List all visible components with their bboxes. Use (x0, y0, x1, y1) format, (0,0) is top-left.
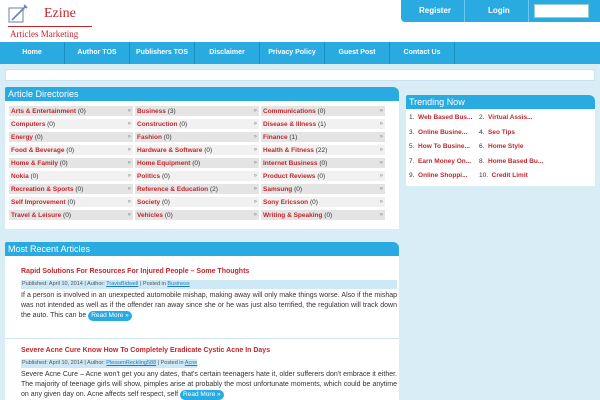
directory-item[interactable] (135, 210, 259, 221)
login-link[interactable]: Login (488, 6, 510, 15)
directory-count: (0) (319, 160, 328, 167)
chevron-right-icon: » (253, 199, 257, 205)
article-excerpt (21, 291, 397, 321)
topbar-divider (528, 0, 529, 22)
trending-link[interactable]: How To Busine... (418, 143, 470, 150)
chevron-right-icon: » (253, 147, 257, 153)
article-posted-in: | Posted in (139, 281, 166, 287)
chevron-right-icon: » (253, 173, 257, 179)
article-posted-in: | Posted in (157, 360, 184, 366)
directory-item[interactable] (135, 145, 259, 156)
article-excerpt-text: Severe Acne Cure – Acne won't get you any dates, that's certain teenagers hate it, older sufferers don't embrace it either. The majority of teenage girls will show, pimples arise at probably the most unfortunate moments, which could be anytime on any given day on. Acne affects self respect, self (21, 371, 397, 398)
article-category-link[interactable]: Business (167, 281, 190, 287)
directory-name[interactable]: Writing & Speaking (263, 212, 323, 219)
nav-contact-us[interactable]: Contact Us (403, 49, 441, 56)
chevron-right-icon: » (127, 160, 131, 166)
directory-count: (0) (317, 173, 326, 180)
chevron-right-icon: » (379, 147, 383, 153)
trending-rank: 5. (409, 143, 415, 150)
nav-publishers-tos[interactable]: Publishers TOS (136, 49, 188, 56)
article-title[interactable]: Rapid Solutions For Resources For Injured People – Some Thoughts (21, 268, 250, 275)
directory-count: (3) (167, 108, 176, 115)
trending-link[interactable]: Seo Tips (488, 128, 516, 136)
directory-count: (1) (317, 121, 326, 128)
chevron-right-icon: » (379, 186, 383, 192)
nav-privacy-policy[interactable]: Privacy Policy (268, 49, 316, 56)
trending-item (479, 114, 532, 121)
directory-item[interactable] (135, 132, 259, 143)
logo-title: Ezine (44, 6, 76, 21)
directory-name[interactable]: Business (137, 108, 166, 115)
directory-item[interactable] (9, 184, 133, 195)
directory-count: (0) (161, 173, 170, 180)
directory-name[interactable]: Communications (263, 108, 316, 115)
chevron-right-icon: » (127, 173, 131, 179)
directory-name[interactable]: Politics (137, 173, 161, 180)
trending-heading: Trending Now (406, 95, 595, 109)
article-meta (21, 280, 397, 289)
trending-rank: 3. (409, 128, 415, 136)
directory-item[interactable] (9, 210, 133, 221)
directory-name[interactable]: Nokia (11, 173, 29, 180)
directory-count: (0) (294, 186, 303, 193)
directory-count: (0) (317, 108, 326, 115)
chevron-right-icon: » (127, 199, 131, 205)
chevron-right-icon: » (379, 134, 383, 140)
site-header (0, 0, 600, 42)
trending-link[interactable]: Online Shoppi... (418, 172, 468, 179)
directory-item[interactable] (261, 158, 385, 169)
directory-count: (0) (324, 212, 333, 219)
directory-count: (22) (315, 147, 328, 154)
chevron-right-icon: » (127, 186, 131, 192)
trending-item (479, 143, 523, 150)
trending-rank: 7. (409, 157, 415, 165)
directory-count: (2) (209, 186, 218, 193)
chevron-right-icon: » (253, 134, 257, 140)
read-more-button[interactable]: Read More » (88, 311, 132, 321)
chevron-right-icon: » (253, 212, 257, 218)
directory-name[interactable]: Arts & Entertainment (11, 108, 77, 115)
directory-item[interactable] (9, 158, 133, 169)
nav-divider (454, 42, 455, 64)
topbar-divider (464, 0, 465, 22)
directory-count: (1) (289, 134, 298, 141)
trending-item (409, 129, 467, 136)
directory-count: (0) (309, 199, 318, 206)
trending-rank: 6. (479, 143, 485, 150)
article-category-link[interactable]: Acne (184, 360, 198, 366)
article-divider (5, 338, 399, 339)
chevron-right-icon: » (379, 108, 383, 114)
directory-name[interactable]: Energy (11, 134, 34, 141)
trending-item (479, 172, 528, 179)
pen-icon (6, 4, 28, 26)
trending-link[interactable]: Earn Money On... (418, 157, 472, 165)
directory-item[interactable] (261, 106, 385, 117)
directory-name[interactable]: Self Improvement (11, 199, 66, 206)
trending-item (479, 158, 543, 165)
directory-item[interactable] (135, 119, 259, 130)
search-input[interactable] (534, 4, 589, 18)
chevron-right-icon: » (127, 108, 131, 114)
register-link[interactable]: Register (419, 6, 452, 15)
directory-count: (0) (163, 134, 172, 141)
article-excerpt-text: If a person is involved in an unexpected automobile mishap, making away will only make things worse. Also if the mishap was not intended as well as if the offender ran away since she or he was just also terrified, the regulation will track down the auto. This can be (21, 292, 397, 319)
directory-count: (0) (179, 121, 188, 128)
chevron-right-icon: » (253, 108, 257, 114)
directory-count: (0) (63, 212, 71, 219)
directory-item[interactable] (261, 145, 385, 156)
directory-name[interactable]: Sony Ericsson (263, 199, 309, 206)
banner-strip (5, 69, 595, 81)
recent-heading: Most Recent Articles (5, 242, 399, 256)
nav-home[interactable]: Home (22, 49, 42, 56)
trending-rank: 8. (479, 157, 485, 165)
article-meta (21, 359, 197, 368)
site-logo[interactable] (4, 2, 92, 40)
directory-name[interactable]: Recreation & Sports (11, 186, 74, 193)
directory-item[interactable] (135, 171, 259, 182)
directory-name[interactable]: Finance (263, 134, 288, 141)
directory-name[interactable]: Health & Fitness (263, 147, 314, 154)
nav-guest-post[interactable]: Guest Post (338, 49, 376, 56)
directory-name[interactable]: Construction (137, 121, 178, 128)
main-nav (0, 42, 600, 64)
trending-link[interactable]: Online Busine... (418, 128, 468, 136)
trending-rank: 1. (409, 114, 415, 121)
directory-item[interactable] (9, 132, 133, 143)
article-date: Published: April 10, 2014 | Author: (22, 360, 105, 366)
trending-rank: 9. (409, 172, 415, 179)
directory-name[interactable]: Vehicles (137, 212, 164, 219)
logo-divider (8, 26, 92, 27)
directory-name[interactable]: Food & Beverage (11, 147, 65, 154)
directory-count: (0) (161, 199, 170, 206)
directory-count: (0) (59, 160, 68, 167)
trending-item (409, 114, 472, 121)
trending-item (409, 172, 468, 179)
directory-count: (0) (34, 134, 43, 141)
trending-link[interactable]: Home Based Bu... (488, 157, 544, 165)
trending-link[interactable]: Credit Limit (491, 172, 528, 179)
directory-item[interactable] (261, 171, 385, 182)
directory-name[interactable]: Home Equipment (137, 160, 191, 167)
directory-count: (0) (30, 173, 39, 180)
chevron-right-icon: » (127, 121, 131, 127)
directory-item[interactable] (261, 210, 385, 221)
chevron-right-icon: » (379, 199, 383, 205)
directory-count: (0) (204, 147, 213, 154)
trending-link[interactable]: Virtual Assis... (488, 114, 533, 121)
directory-item[interactable] (135, 197, 259, 208)
directory-name[interactable]: Fashion (137, 134, 162, 141)
directory-item[interactable] (135, 106, 259, 117)
logo-subtitle: Articles Marketing (10, 29, 79, 39)
trending-rank: 4. (479, 128, 485, 136)
directory-count: (0) (47, 121, 56, 128)
article-title[interactable]: Severe Acne Cure Know How To Completely Eradicate Cystic Acne In Days (21, 347, 271, 354)
trending-item (409, 158, 471, 165)
directory-count: (0) (164, 212, 173, 219)
directory-name[interactable]: Reference & Education (137, 186, 209, 193)
read-more-button[interactable]: Read More » (180, 390, 224, 400)
directory-name[interactable]: Disease & Illness (263, 121, 317, 128)
directory-item[interactable] (9, 119, 133, 130)
nav-disclaimer[interactable]: Disclaimer (209, 49, 245, 56)
trending-rank: 10. (479, 172, 489, 179)
directory-count: (0) (192, 160, 201, 167)
directory-item[interactable] (9, 197, 133, 208)
trending-item (409, 143, 470, 150)
chevron-right-icon: » (379, 121, 383, 127)
article-excerpt (21, 370, 397, 400)
directory-count: (0) (67, 199, 76, 206)
directory-item[interactable] (135, 184, 259, 195)
directory-item[interactable] (261, 184, 385, 195)
directory-item[interactable] (135, 158, 259, 169)
chevron-right-icon: » (127, 147, 131, 153)
nav-author-tos[interactable]: Author TOS (77, 49, 117, 56)
directory-name[interactable]: Computers (11, 121, 46, 128)
directory-item[interactable] (9, 171, 133, 182)
directory-item[interactable] (9, 145, 133, 156)
chevron-right-icon: » (127, 134, 131, 140)
directory-name[interactable]: Travel & Leisure (11, 212, 62, 219)
chevron-right-icon: » (127, 212, 131, 218)
directory-name[interactable]: Home & Family (11, 160, 58, 167)
directory-name[interactable]: Hardware & Software (137, 147, 203, 154)
chevron-right-icon: » (379, 212, 383, 218)
directory-name[interactable]: Samsung (263, 186, 293, 193)
article-date: Published: April 10, 2014 | Author: (22, 281, 105, 287)
directory-count: (0) (75, 186, 84, 193)
directory-count: (0) (66, 147, 75, 154)
directory-item[interactable] (261, 132, 385, 143)
chevron-right-icon: » (379, 173, 383, 179)
directory-name[interactable]: Product Reviews (263, 173, 316, 180)
chevron-right-icon: » (253, 160, 257, 166)
directory-item[interactable] (9, 106, 133, 117)
trending-link[interactable]: Web Based Bus... (418, 114, 473, 121)
directory-item[interactable] (261, 119, 385, 130)
directory-name[interactable]: Society (137, 199, 161, 206)
trending-link[interactable]: Home Style (488, 143, 524, 150)
chevron-right-icon: » (253, 186, 257, 192)
directories-heading: Article Directories (5, 87, 399, 101)
chevron-right-icon: » (379, 160, 383, 166)
article-author-link[interactable]: TravisBidwell (106, 281, 139, 287)
directory-name[interactable]: Internet Business (263, 160, 318, 167)
trending-rank: 2. (479, 114, 485, 121)
article-author-link[interactable]: PlessenReckling588 (106, 360, 157, 366)
trending-item (479, 129, 515, 136)
directory-count: (0) (77, 108, 86, 115)
directory-item[interactable] (261, 197, 385, 208)
chevron-right-icon: » (253, 121, 257, 127)
